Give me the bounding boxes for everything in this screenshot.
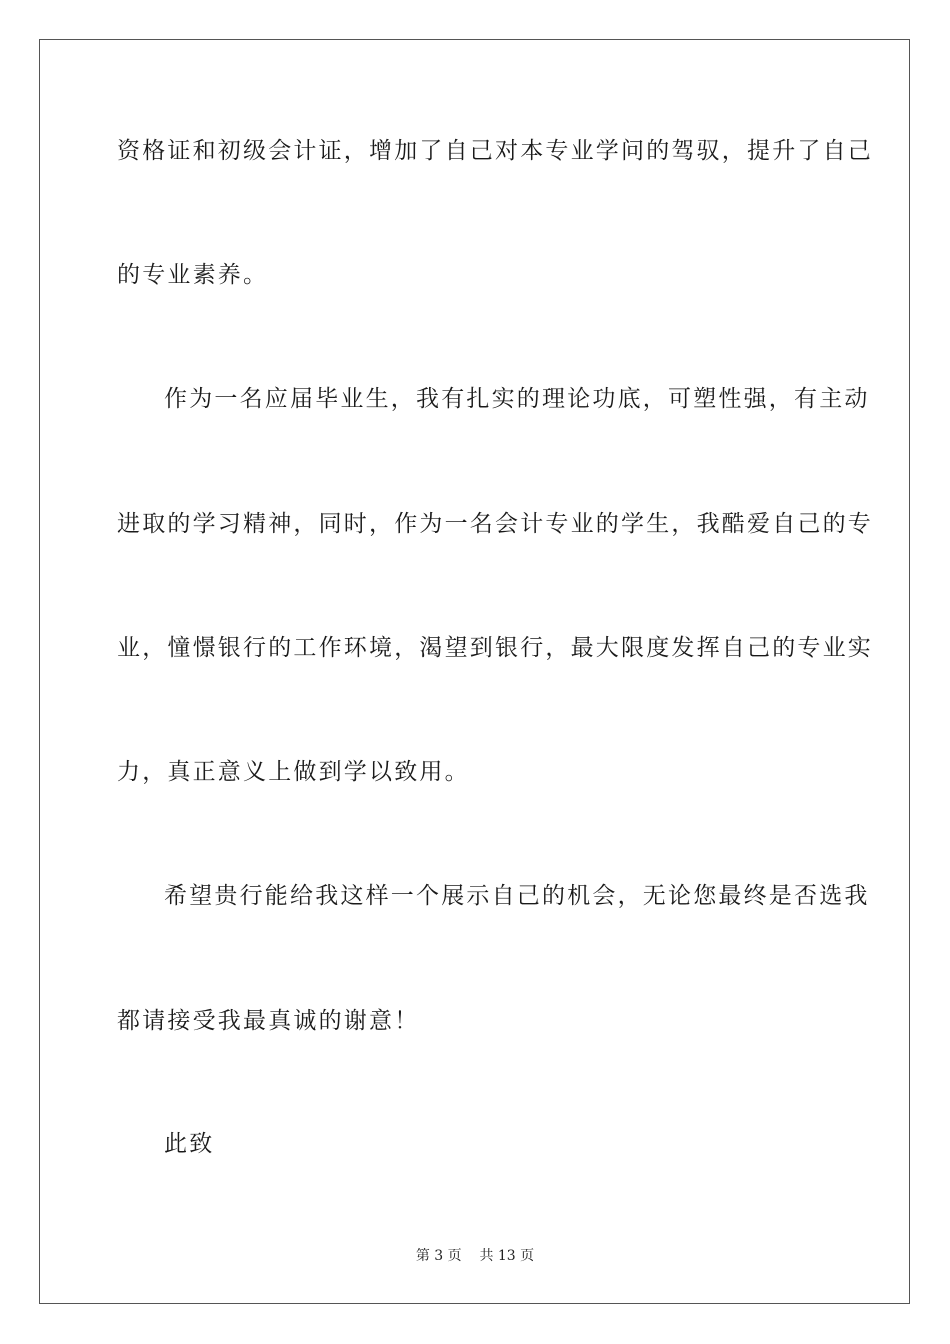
body-text-line: 都请接受我最真诚的谢意！ bbox=[117, 1008, 420, 1034]
page-footer bbox=[0, 1246, 950, 1266]
closing-salutation: 此致 bbox=[164, 1131, 215, 1157]
body-text-line: 力，真正意义上做到学以致用。 bbox=[117, 759, 470, 785]
body-text-line: 进取的学习精神，同时，作为一名会计专业的学生，我酷爱自己的专 bbox=[117, 511, 873, 537]
paragraph-first-line: 希望贵行能给我这样一个展示自己的机会，无论您最终是否选我 bbox=[164, 883, 870, 909]
page-number: 第 3 页 bbox=[415, 1248, 462, 1264]
body-text-line: 业，憧憬银行的工作环境，渴望到银行，最大限度发挥自己的专业实 bbox=[117, 635, 873, 661]
page-border bbox=[39, 39, 910, 1304]
body-text-line: 资格证和初级会计证，增加了自己对本专业学问的驾驭，提升了自己 bbox=[117, 138, 873, 164]
paragraph-first-line: 作为一名应届毕业生，我有扎实的理论功底，可塑性强，有主动 bbox=[164, 386, 870, 412]
footer-gap bbox=[462, 1248, 480, 1264]
body-text-line: 的专业素养。 bbox=[117, 262, 269, 288]
page-total: 共 13 页 bbox=[479, 1248, 535, 1264]
